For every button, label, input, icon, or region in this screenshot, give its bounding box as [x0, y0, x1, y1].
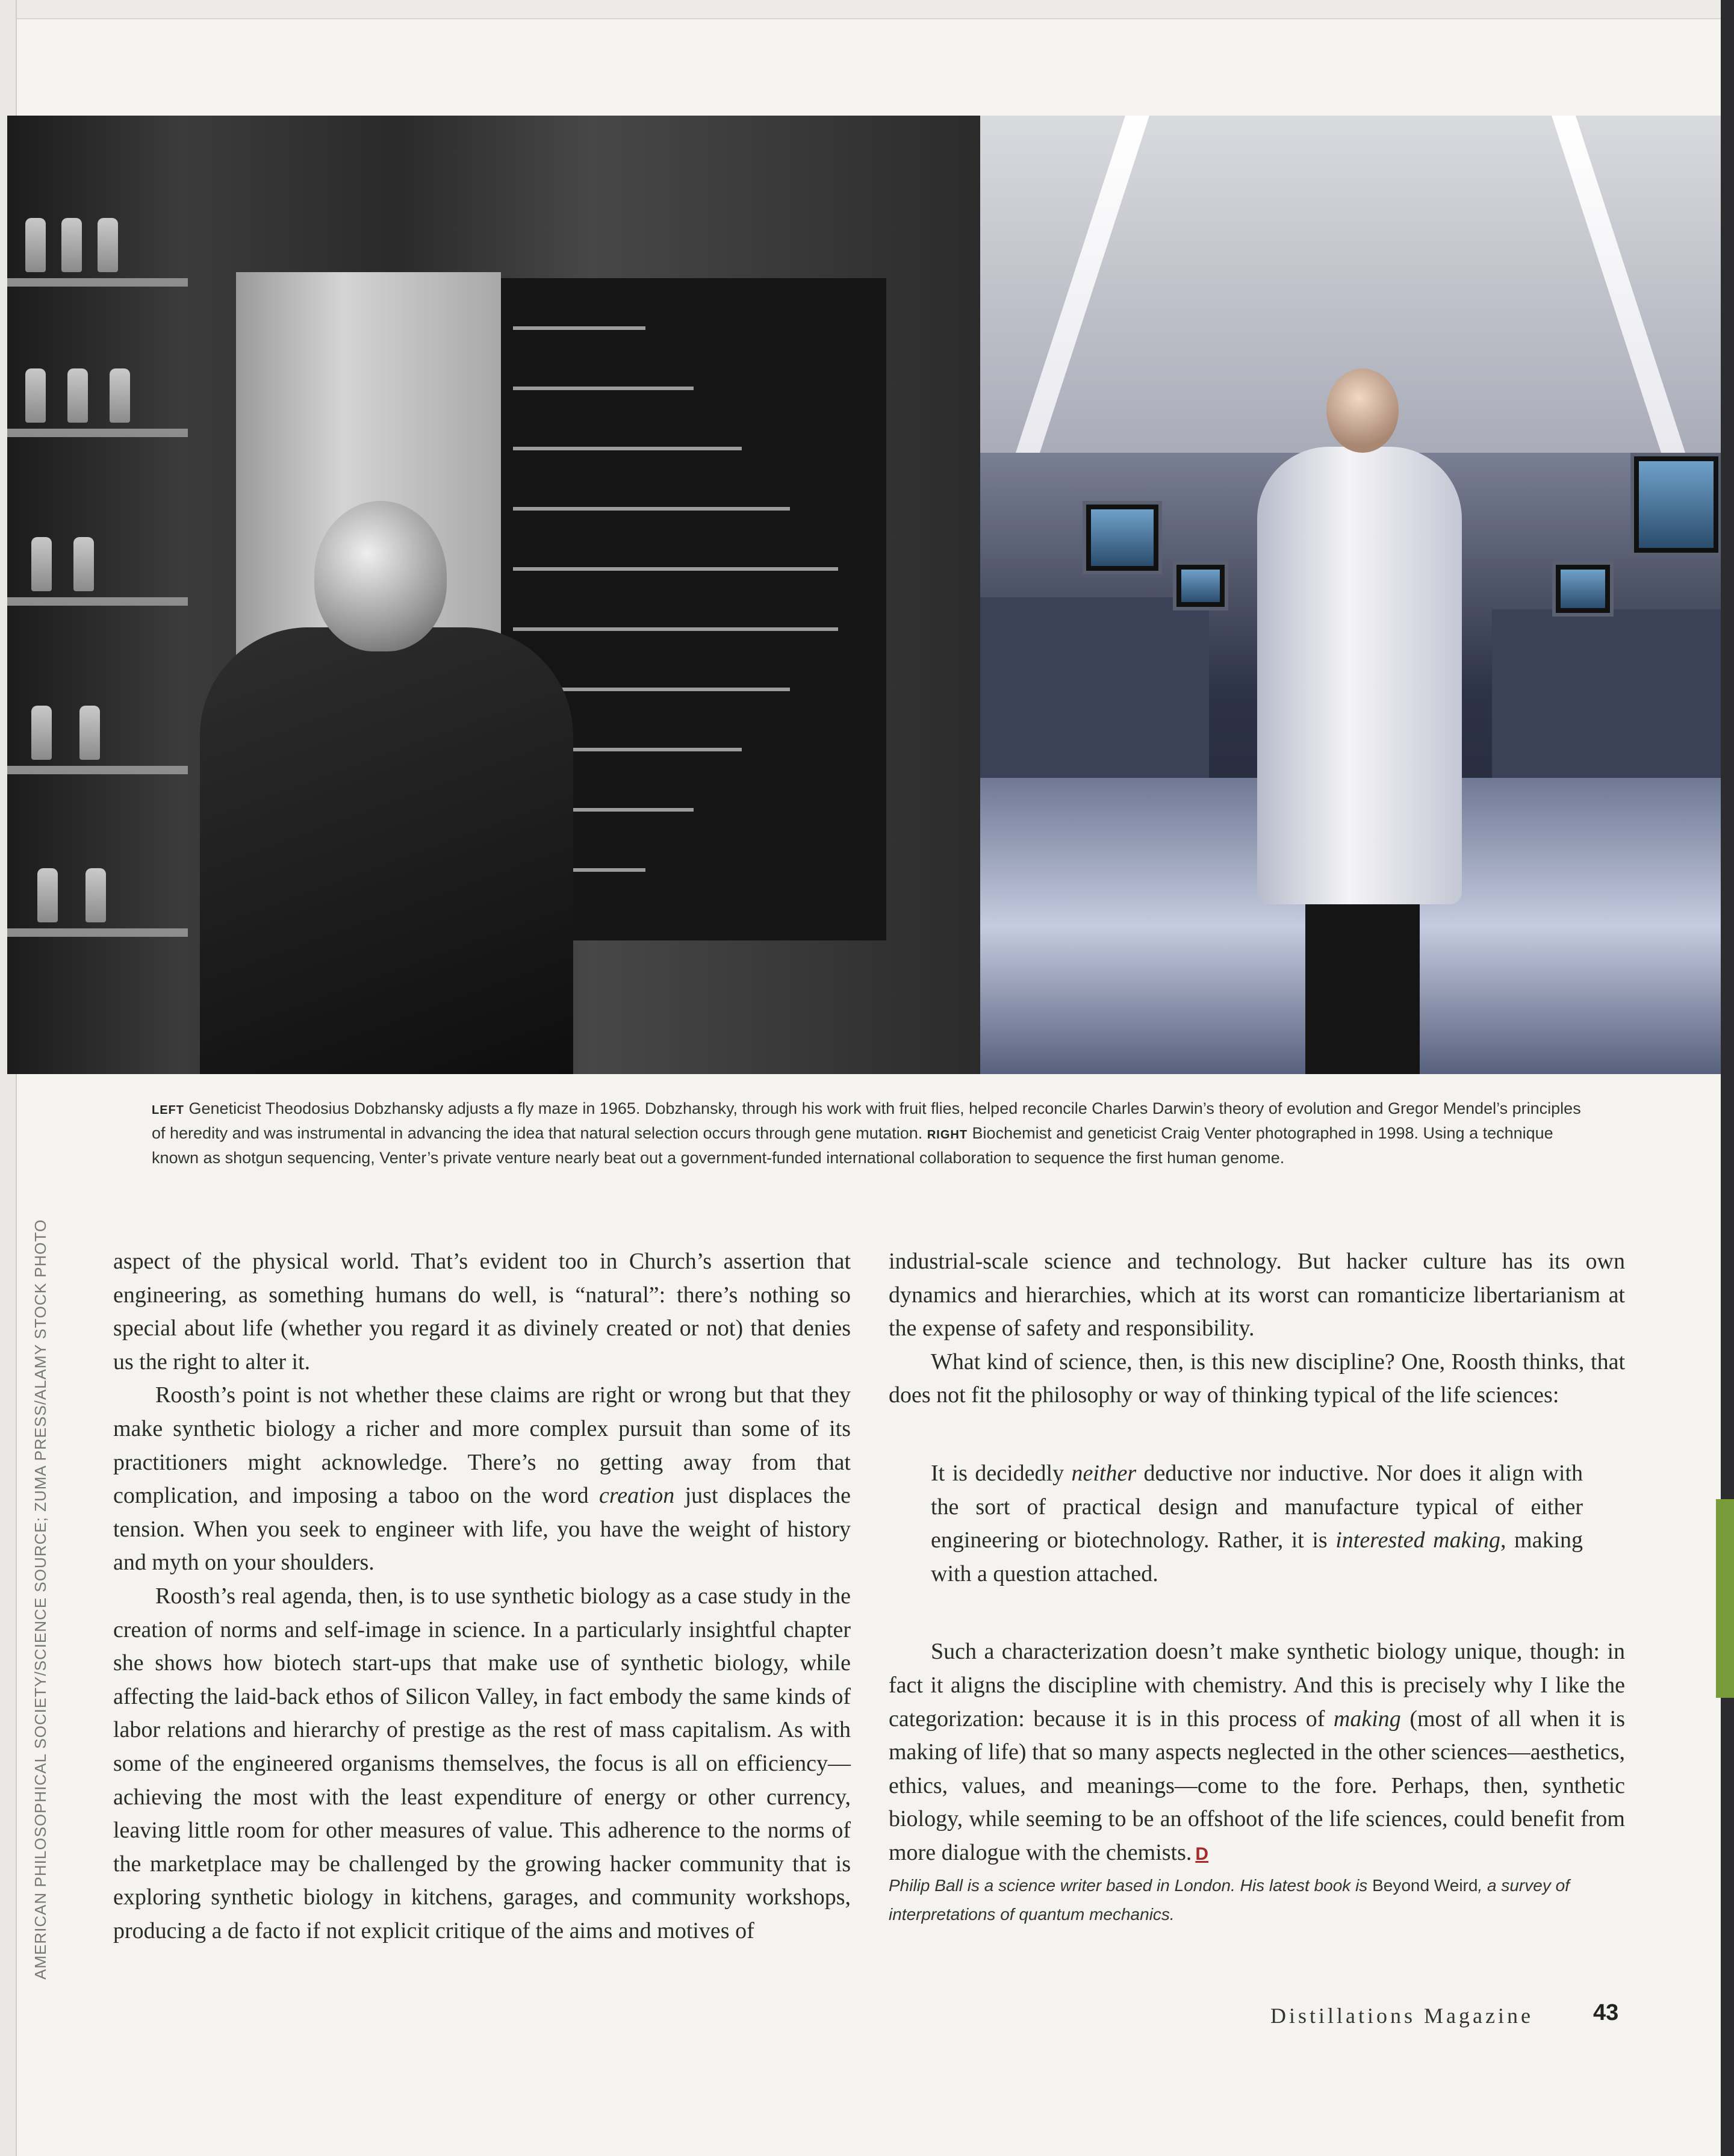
lab-monitor — [1173, 561, 1228, 610]
photo-caption — [152, 1097, 1597, 1169]
paragraph-text: (most of all when it is making of life) that so many aspects neglected in the other sciences—aesthetics, ethics, values, and meanings—come to the fore. Perhaps, then, synthetic biology, while seeming to be an offshoot of the life sciences, could benefit from more dialogue with the chemists. — [889, 1706, 1625, 1865]
maze-row — [513, 387, 694, 390]
photo-venter-lab — [980, 116, 1721, 1074]
paragraph — [113, 1379, 851, 1580]
caption-left-text: Geneticist Theodosius Dobzhansky adjusts a fly maze in 1965. Dobzhansky, through his work with fruit flies, helped reconcile Charles Darwin’s theory of evolution and Gregor Mendel’s principles of heredity and was instrumental in advancing the idea that natural selection occurs through gene mutation. — [152, 1099, 1581, 1142]
lab-monitor — [1630, 453, 1721, 556]
shelf — [7, 766, 188, 774]
paragraph-text: Such a characterization doesn’t make synthetic biology unique, though: in fact it aligns the discipline with chemistry. And this is precisely why I like the categorization: because it is in this process of — [889, 1639, 1625, 1732]
paragraph: aspect of the physical world. That’s evident too in Church’s assertion that engineering, as something humans do well, is “natural”: there’s nothing so special about life (whether you regard it as divinely created or not) that denies us the right to alter it. — [113, 1249, 851, 1375]
fly-jar — [61, 218, 82, 272]
paragraph-text: just displaces the tension. When you seek to engineer with life, you have the weight of history and myth on your shoulders. — [113, 1483, 851, 1576]
fly-jar — [31, 537, 52, 591]
caption-right-tag: RIGHT — [927, 1128, 968, 1142]
fly-jar — [25, 368, 46, 423]
page-right-edge — [1721, 0, 1734, 2156]
ceiling-light — [1552, 116, 1685, 453]
book-title: Beyond Weird — [1372, 1875, 1478, 1895]
paragraph: industrial-scale science and technology. But hacker culture has its own dynamics and hierarchies, which at its worst can romanticize libertarianism at the expense of safety and responsibility. — [889, 1249, 1625, 1341]
caption-left-tag: LEFT — [152, 1104, 184, 1117]
paragraph — [889, 1635, 1625, 1871]
fly-jar — [31, 706, 52, 760]
venter-figure — [1233, 368, 1486, 1074]
maze-row — [513, 447, 742, 450]
fly-jar — [98, 218, 118, 272]
emphasis-text: neither — [1071, 1460, 1137, 1486]
fly-jar — [25, 218, 46, 272]
body-column-left — [113, 1245, 851, 1948]
scientist-figure — [176, 501, 657, 1074]
fly-jar — [67, 368, 88, 423]
emphasis-text: interested making — [1335, 1527, 1501, 1553]
paragraph: Roosth’s real agenda, then, is to use synthetic biology as a case study in the creation of norms and self-image in science. In a particularly insightful chapter she shows how biotech start-ups that make use of synthetic biology, while affecting the laid-back ethos of Silicon Valley, in fact embody the same kinds of labor relations and hierarchy of prestige as the rest of mass capitalism. As with some of the engineered organisms themselves, the focus is all on efficiency—achieving the most with the least expenditure of energy or other currency, leaving little room for other measures of value. This adherence to the norms of the marketplace may be challenged by the growing hacker community that is exploring synthetic biology in kitchens, garages, and community workshops, producing a de facto if not explicit critique of the aims and motives of — [113, 1583, 851, 1943]
emphasis-text: making — [1333, 1706, 1401, 1732]
block-quote — [931, 1457, 1583, 1591]
maze-row — [513, 326, 645, 330]
lab-monitor — [1552, 561, 1614, 617]
shelf — [7, 928, 188, 937]
fly-jar — [110, 368, 130, 423]
fly-jar — [37, 868, 58, 922]
fly-jar — [73, 537, 94, 591]
paragraph: What kind of science, then, is this new discipline? One, Roosth thinks, that does not fit the philosophy or way of thinking typical of the life sciences: — [889, 1349, 1625, 1408]
emphasis-text: creation — [599, 1483, 675, 1509]
ceiling-light — [1016, 116, 1149, 453]
end-mark-icon: D — [1195, 1844, 1209, 1864]
shelf — [7, 597, 188, 606]
paragraph-text: Roosth’s point is not whether these claims are right or wrong but that they make synthetic biology a richer and more complex pursuit than some of its practitioners might acknowledge. There’s no getting away from that complication, and imposing a taboo on the word — [113, 1382, 851, 1509]
bio-text: , a survey of interpretations of quantum mechanics. — [889, 1875, 1570, 1924]
lab-monitor — [1083, 501, 1162, 574]
body-column-right — [889, 1245, 1625, 1929]
scientist-body — [200, 627, 573, 1074]
photo-dobzhansky-fly-maze — [7, 116, 980, 1074]
footer-magazine-name: Distillations Magazine — [1270, 2004, 1534, 2028]
fly-jar — [79, 706, 100, 760]
quote-text: , making with a question attached. — [931, 1527, 1583, 1586]
quote-text: deductive nor inductive. Nor does it align with the sort of practical design and manufacture typical of either engineering or biotechnology. Rather, it is — [931, 1460, 1583, 1553]
shelf — [7, 278, 188, 287]
author-bio — [889, 1871, 1625, 1929]
venter-legs — [1305, 898, 1420, 1074]
footer-page-number: 43 — [1593, 2000, 1619, 2025]
page-top-edge — [0, 0, 1721, 19]
venter-head — [1326, 368, 1399, 453]
venter-lab-coat — [1257, 447, 1462, 904]
bio-text: Philip Ball is a science writer based in London. His latest book is — [889, 1875, 1373, 1895]
caption-right-text: Biochemist and geneticist Craig Venter photographed in 1998. Using a technique known as shotgun sequencing, Venter’s private venture nearly beat out a government-funded international collaboration to sequence the first human genome. — [152, 1124, 1553, 1167]
photo-credit: AMERICAN PHILOSOPHICAL SOCIETY/SCIENCE SOURCE; ZUMA PRESS/ALAMY STOCK PHOTO — [31, 1219, 49, 1980]
scientist-head — [314, 501, 447, 651]
shelf — [7, 429, 188, 437]
quote-text: It is decidedly — [931, 1460, 1072, 1486]
section-tab — [1716, 1499, 1734, 1698]
fly-jar — [85, 868, 106, 922]
